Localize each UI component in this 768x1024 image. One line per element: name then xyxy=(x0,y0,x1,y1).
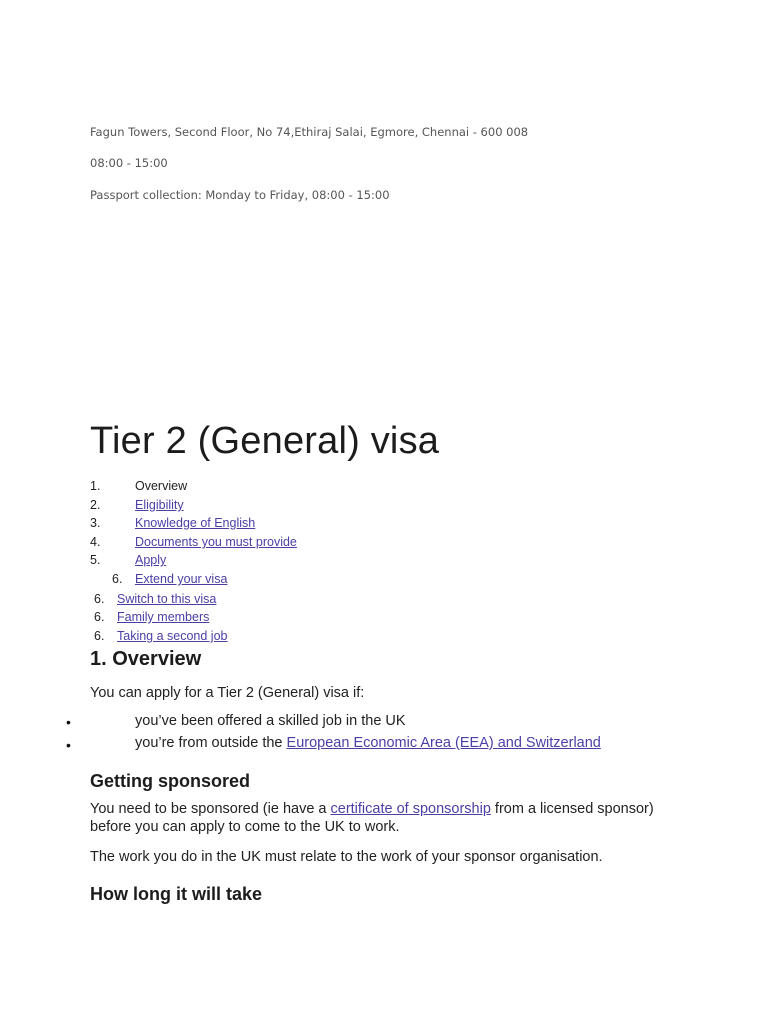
toc-number: 6. xyxy=(94,592,105,606)
bullet-eea-prefix: you’re from outside the xyxy=(135,735,287,751)
toc-label-overview: Overview xyxy=(135,479,188,493)
embassy-address: Fagun Towers, Second Floor, No 74,Ethiraj Salai, Egmore, Chennai - 600 008 xyxy=(90,125,529,139)
toc-number: 6. xyxy=(112,572,123,586)
toc-link-second-job[interactable]: Taking a second job xyxy=(117,629,228,643)
toc-number: 3. xyxy=(90,516,101,530)
overview-intro: You can apply for a Tier 2 (General) visa if: xyxy=(90,685,365,701)
toc-number: 6. xyxy=(94,629,105,643)
passport-collection-hours: Passport collection: Monday to Friday, 08:00 - 15:00 xyxy=(90,188,390,202)
page-title: Tier 2 (General) visa xyxy=(90,420,440,462)
toc-number: 4. xyxy=(90,535,101,549)
bullet-icon: • xyxy=(66,737,71,753)
toc-link-documents[interactable]: Documents you must provide xyxy=(135,535,297,549)
sponsor-work-paragraph: The work you do in the UK must relate to the work of your sponsor organisation. xyxy=(90,849,603,865)
toc-link-family-members[interactable]: Family members xyxy=(117,610,210,624)
toc-link-switch-visa[interactable]: Switch to this visa xyxy=(117,592,217,606)
sponsorship-paragraph xyxy=(90,800,690,836)
overview-heading: 1. Overview xyxy=(90,648,202,670)
sponsorship-text-suffix: from a licensed sponsor) before you can apply to come to the UK to work. xyxy=(90,801,654,835)
bullet-icon: • xyxy=(66,714,71,730)
sponsorship-text-prefix: You need to be sponsored (ie have a xyxy=(90,801,331,817)
toc-link-apply[interactable]: Apply xyxy=(135,553,167,567)
toc-number: 2. xyxy=(90,498,101,512)
eea-switzerland-link[interactable]: European Economic Area (EEA) and Switzerland xyxy=(286,735,601,751)
toc-number: 1. xyxy=(90,479,101,493)
getting-sponsored-heading: Getting sponsored xyxy=(90,771,251,791)
toc-number: 6. xyxy=(94,610,105,624)
how-long-heading: How long it will take xyxy=(90,884,263,904)
overview-bullet-skilled-job: you’ve been offered a skilled job in the UK xyxy=(135,713,406,729)
overview-bullet-outside-eea xyxy=(135,735,601,751)
certificate-of-sponsorship-link[interactable]: certificate of sponsorship xyxy=(330,801,491,817)
toc-link-extend-visa[interactable]: Extend your visa xyxy=(135,572,228,586)
opening-hours: 08:00 - 15:00 xyxy=(90,156,168,170)
toc-number: 5. xyxy=(90,553,101,567)
toc-link-eligibility[interactable]: Eligibility xyxy=(135,498,184,512)
toc-link-knowledge-of-english[interactable]: Knowledge of English xyxy=(135,516,256,530)
